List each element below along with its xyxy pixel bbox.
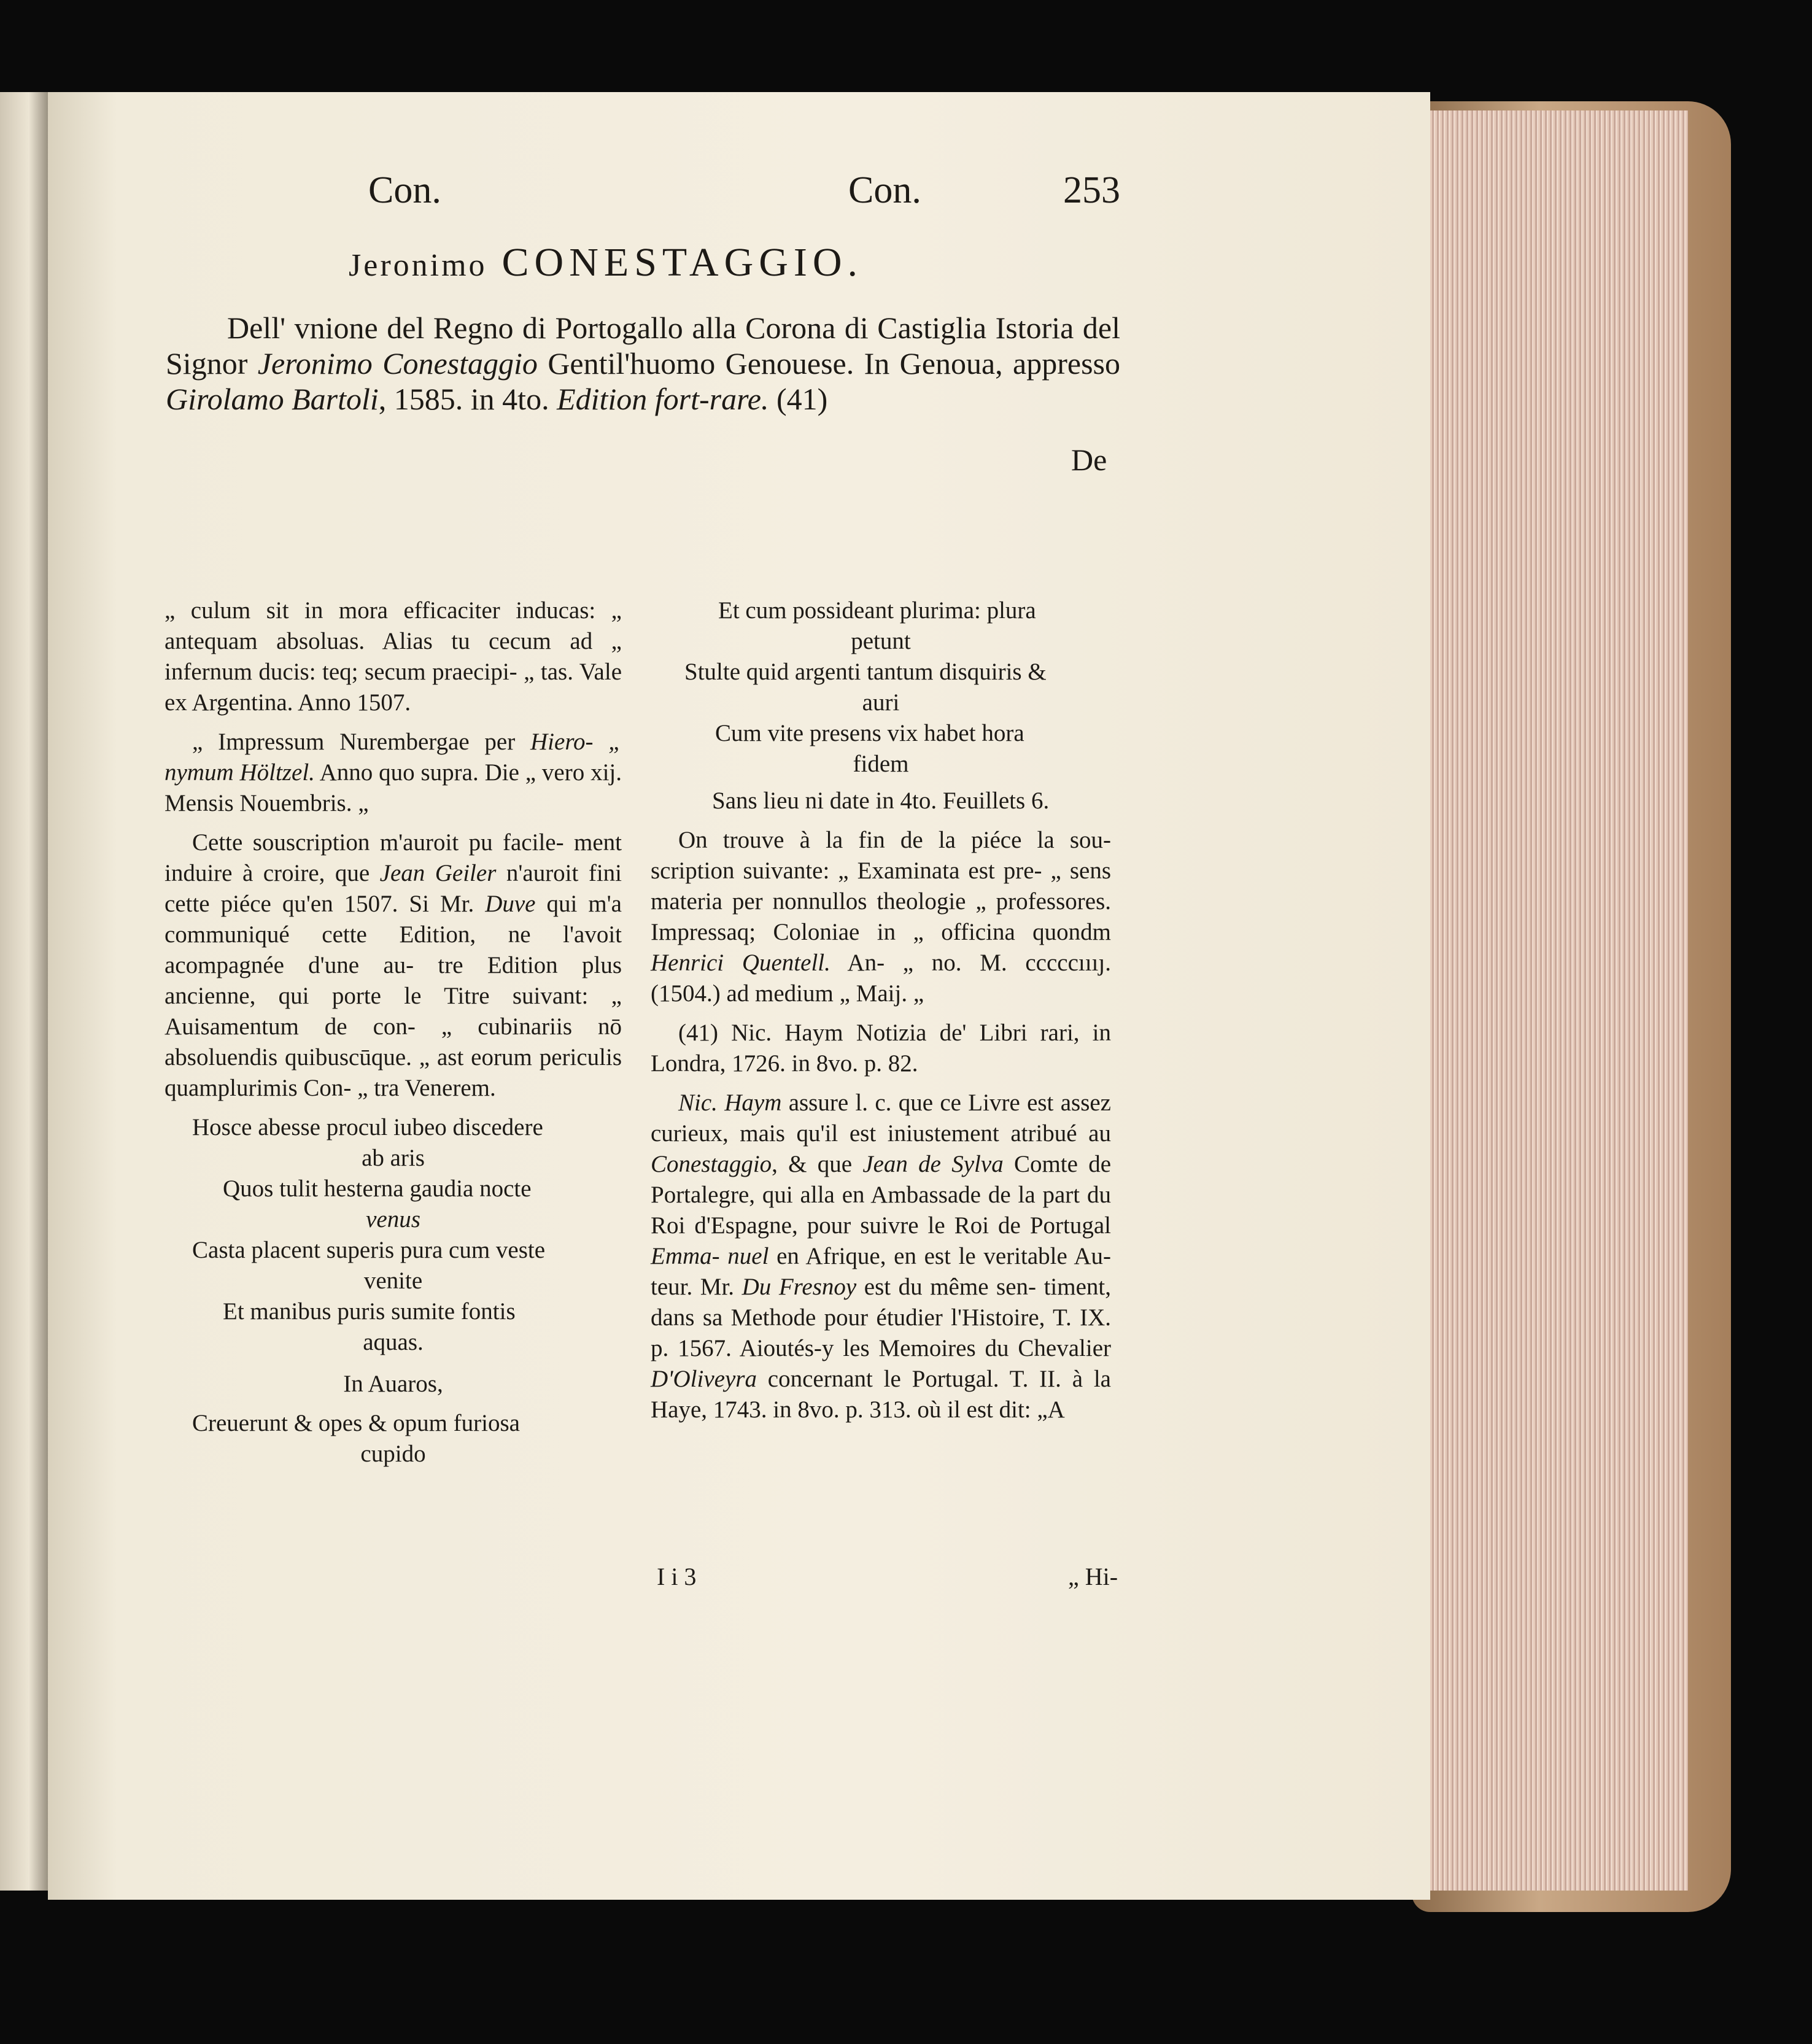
page-number: 253: [1063, 169, 1120, 211]
entry-forename: Jeronimo: [349, 248, 487, 283]
left-p1: „ culum sit in mora efficaciter inducas: „ antequam absoluas. Alias tu cecum ad „ infernum ducis: teq; secum praecipi- „ tas. Vale ex Argentina. Anno 1507.: [165, 597, 622, 716]
left-p2: „ Impressum Nurembergae per Hiero- „ nymum Höltzel. Anno quo supra. Die „ vero xij. Mensis Nouembris. „: [165, 729, 622, 816]
left-p3: Cette souscription m'auroit pu facile- ment induire à croire, que Jean Geiler n'auroit fini cette piéce qu'en 1507. Si Mr. Duve qui m'a communiqué cette Edition, ne l'avoit acompagnée d'une au- tre Edition plus ancienne, qui porte le Titre suivant: „ Auisamentum de con- „ cubinariis nō absoluendis quibuscūque. „ ast eorum periculis quamplurimis Con- „ tra Venerem.: [165, 829, 622, 1101]
footnote-41: (41) Nic. Haym Notizia de' Libri rari, in Londra, 1726. in 8vo. p. 82.: [651, 1020, 1111, 1077]
title-mid: Gentil'huomo Genouese. In Genoua, appresso: [537, 346, 1120, 381]
left-verse: Hosce abesse procul iubeo discedere ab aris Quos tulit hesterna gaudia nocte venus Casta placent superis pura cum veste venite Et manibus puris sumite fontis aquas.: [192, 1114, 546, 1355]
title-lead: Dell' vnione del Regno di Portogallo alla Corona di Castiglia Istoria del Signor: [166, 311, 1120, 381]
right-verse: Et cum possideant plurima: plura petunt Stulte quid argenti tantum disquiris & auri Cum vite presens vix habet hora fidem: [684, 597, 1047, 777]
entry-surname: CONESTAGGIO.: [501, 240, 864, 285]
signature-mark: I i 3: [657, 1563, 697, 1590]
right-haym-paragraph: Nic. Haym assure l. c. que ce Livre est assez curieux, mais qu'il est iniustement atribué au Conestaggio, & que Jean de Sylva Comte de Portalegre, qui alla en Ambassade de la part du Roi d'Espagne, pour suivre le Roi de Portugal Emma- nuel en Afrique, en est le veritable Au- teur. Mr. Du Fresnoy est du même sen- timent, dans sa Methode pour étudier l'Histoire, T. IX. p. 1567. Aioutés-y les Memoires du Chevalier D'Oliveyra concernant le Portugal. T. II. à la Haye, 1743. in 8vo. p. 313. où il est dit: „A: [651, 1090, 1111, 1423]
catchword: „ Hi-: [1068, 1563, 1118, 1590]
book-title-block: [166, 310, 1120, 417]
title-note-ref: (41): [769, 382, 828, 416]
title-author: Jeronimo Conestaggio: [257, 346, 538, 381]
entry-heading: [349, 239, 863, 286]
continuation-word: De: [1071, 443, 1107, 477]
sans-lieu: Sans lieu ni date in 4to. Feuillets 6.: [712, 788, 1050, 814]
facing-page-edge: [0, 92, 48, 1891]
right-souscription: On trouve à la fin de la piéce la sou- scription suivante: „ Examinata est pre- „ sens materia per nonnullos theologie „ professores. Impressaq; Coloniae in „ officina quondm Henrici Quentell. An- „ no. M. cccccıııȷ. (1504.) ad medium „ Maij. „: [651, 827, 1111, 1007]
page-stack: [1430, 110, 1688, 1891]
title-printer: Girolamo Bartoli: [166, 382, 379, 416]
running-head-left: Con.: [368, 169, 441, 211]
in-auaros: In Auaros,: [343, 1371, 443, 1397]
right-column: [651, 595, 1111, 1434]
left-verse-2: Creuerunt & opes & opum furiosa cupido: [192, 1410, 520, 1467]
left-column: [165, 595, 622, 1469]
title-tail: , 1585. in 4to.: [378, 382, 557, 416]
running-head-center: Con.: [848, 169, 921, 211]
title-rarity: Edition fort-rare.: [557, 382, 769, 416]
